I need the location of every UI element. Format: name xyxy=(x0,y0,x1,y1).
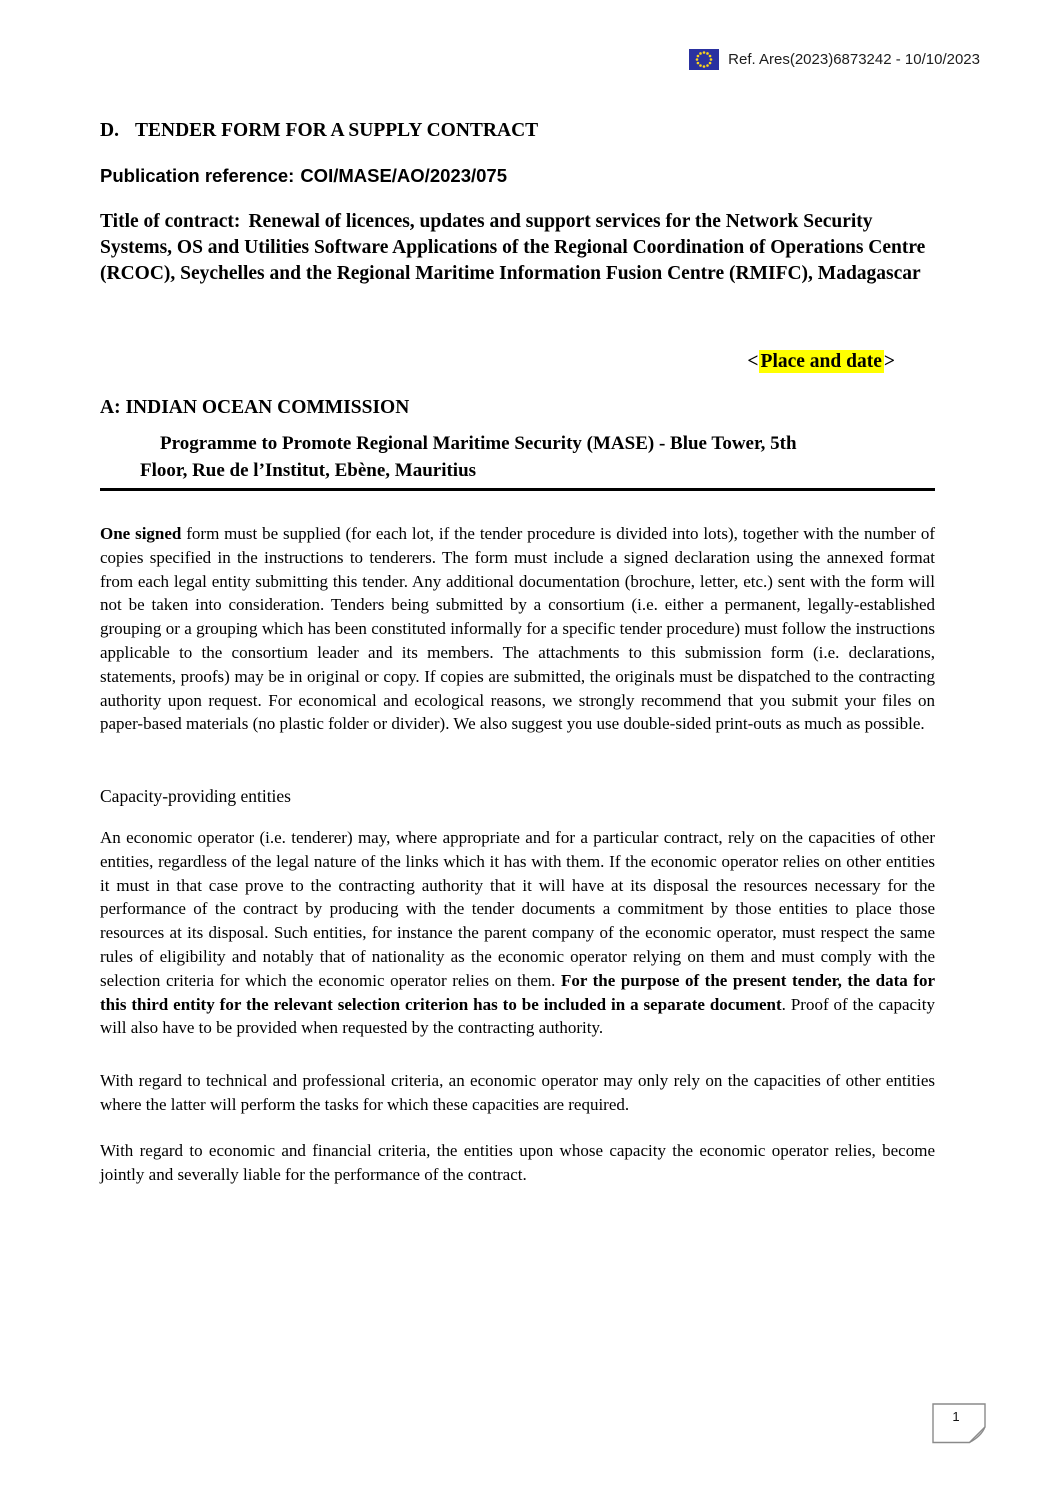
horizontal-rule xyxy=(100,488,935,491)
place-and-date xyxy=(100,351,935,373)
contract-title-label: Title of contract: xyxy=(100,211,241,232)
addressee-address xyxy=(140,431,900,484)
page-number: 1 xyxy=(952,1409,960,1424)
section-heading xyxy=(100,120,538,142)
paragraph-one-signed-bold: One signed xyxy=(100,524,182,543)
publication-reference xyxy=(100,165,507,187)
paragraph-economic-operator-bold: For the purpose of the present tender, the data for this third entity for the relevant selection criterion has to be included in a separate document xyxy=(100,970,935,1014)
address-line-2: Floor, Rue de l’Institut, Ebène, Mauritius xyxy=(140,459,477,481)
section-title: TENDER FORM FOR A SUPPLY CONTRACT xyxy=(134,120,539,141)
paragraph-economic-operator-end: . Proof of the capacity will also have to be provided when requested by the contracting authority. xyxy=(100,994,935,1038)
capacity-subheading: Capacity-providing entities xyxy=(100,786,291,806)
addressee-heading: A: INDIAN OCEAN COMMISSION xyxy=(100,397,410,418)
paragraph-financial-criteria: With regard to economic and financial criteria, the entities upon whose capacity the economic operator relies, become jointly and severally liable for the performance of the contract. xyxy=(100,1141,935,1184)
paragraph-one-signed xyxy=(100,522,935,736)
publication-reference-value: COI/MASE/AO/2023/075 xyxy=(300,165,507,186)
place-and-date-highlighted: Place and date xyxy=(760,351,882,372)
ares-reference-text: Ref. Ares(2023)6873242 - 10/10/2023 xyxy=(728,51,980,68)
eu-flag-icon xyxy=(689,49,719,70)
paragraph-economic-operator xyxy=(100,826,935,1040)
paragraph-technical-criteria: With regard to technical and professional criteria, an economic operator may only rely on the capacities of other entities where the latter will perform the tasks for which these capacities are required. xyxy=(100,1071,935,1114)
paragraph-one-signed-rest: form must be supplied (for each lot, if the tender procedure is divided into lots), together with the number of copies specified in the instructions to tenderers. The form must include a signed declaration using the annexed format from each legal entity submitting this tender. Any additional documentation (brochure, letter, etc.) sent with the form will not be taken into consideration. Tenders being submitted by a consortium (i.e. either a permanent, legally-established grouping or a grouping which has been constituted informally for a specific tender procedure) must follow the instructions applicable to the consortium leader and its members. The attachments to this submission form (i.e. declarations, statements, proofs) may be in original or copy. If copies are submitted, the originals must be dispatched to the contracting authority upon request. For economical and ecological reasons, we strongly recommend that you submit your files on paper-based materials (no plastic folder or divider). We also suggest you use double-sided print-outs as much as possible. xyxy=(100,524,935,734)
address-line-1: Programme to Promote Regional Maritime Security (MASE) - Blue Tower, 5th xyxy=(160,433,797,454)
place-and-date-open-bracket: < xyxy=(747,351,759,372)
publication-reference-label: Publication reference: xyxy=(100,165,295,186)
contract-title xyxy=(100,209,928,287)
contract-title-text: Renewal of licences, updates and support services for the Network Security Systems, OS and Utilities Software Applications of the Regional Coordination of Operations Centre (RCOC), Seychelles and the Regional Maritime Information Fusion Centre (RMIFC), Madagascar xyxy=(100,211,926,284)
paragraph-economic-operator-start: An economic operator (i.e. tenderer) may, where appropriate and for a particular contract, rely on the capacities of other entities, regardless of the legal nature of the links which it has with them. If the economic operator relies on other entities it must in that case prove to the contracting authority that it will have at its disposal the resources necessary for the performance of the contract by producing with the tender documents a commitment by those entities to place those resources at its disposal. Such entities, for instance the parent company of the economic operator, must respect the same rules of eligibility and notably that of nationality as the economic operator relying on them and must comply with the selection criteria for which the economic operator relies on them. xyxy=(100,828,935,990)
page-number-icon[interactable] xyxy=(932,1403,987,1444)
section-letter: D. xyxy=(100,120,119,141)
ares-reference-header xyxy=(689,49,980,70)
place-and-date-close-bracket: > xyxy=(883,351,895,372)
